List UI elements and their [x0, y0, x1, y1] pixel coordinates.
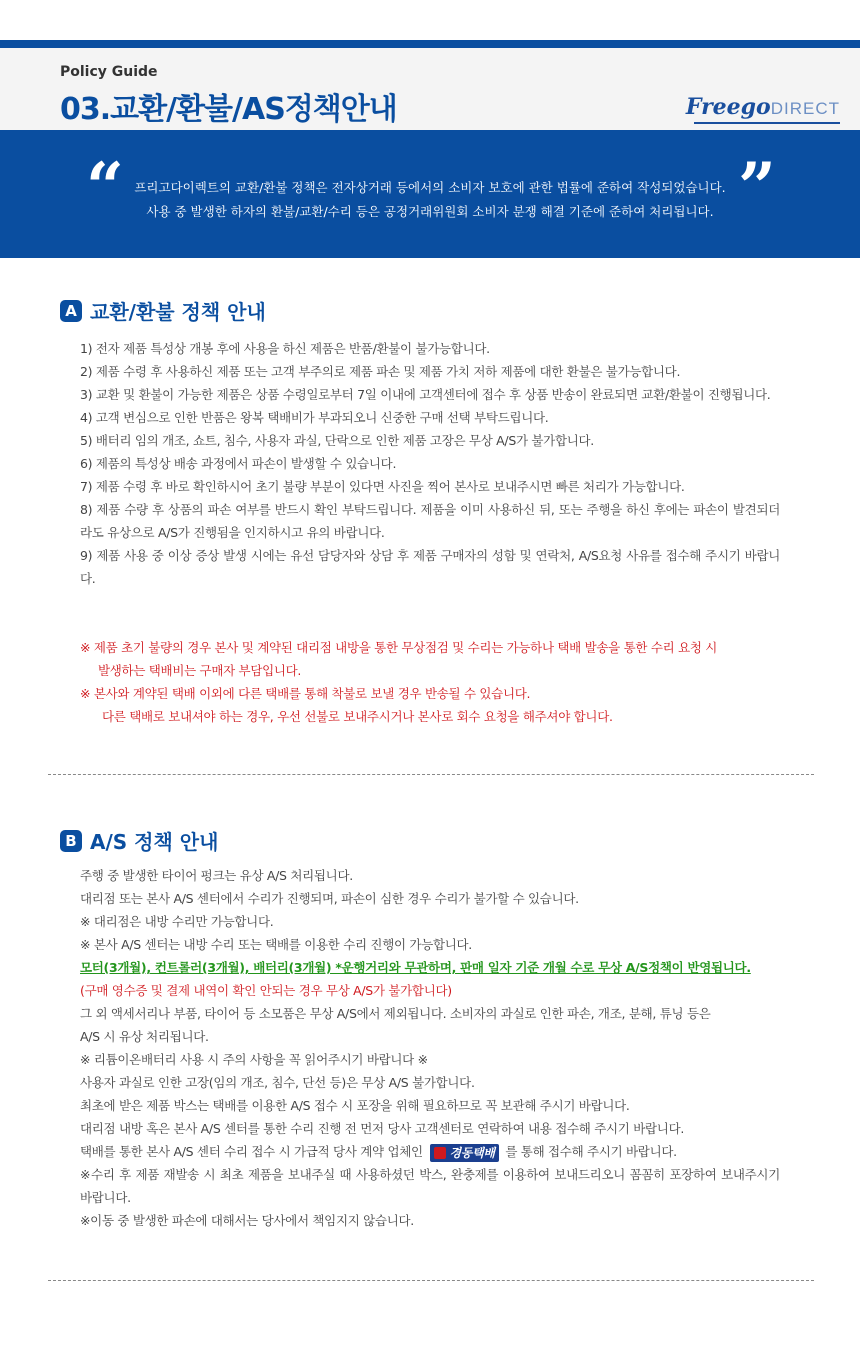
page-header: [0, 48, 860, 130]
kyungdong-courier-logo: [430, 1144, 499, 1162]
as-line: ※수리 후 제품 재발송 시 최초 제품을 보내주실 때 사용하셨던 박스, 완충제를 이용하여 보내드리오니 꼼꼼히 포장하여 보내주시기 바랍니다.: [80, 1167, 780, 1205]
logo-light-text: DIRECT: [770, 99, 840, 118]
as-line: 대리점 또는 본사 A/S 센터에서 수리가 진행되며, 파손이 심한 경우 수리가 불가할 수 있습니다.: [80, 891, 579, 906]
section-b-title: A/S 정책 안내: [90, 830, 219, 854]
note-line: 발생하는 택배비는 구매자 부담입니다.: [98, 663, 302, 678]
courier-name: 경동택배: [449, 1145, 495, 1160]
as-line: ※이동 중 발생한 파손에 대해서는 당사에서 책임지지 않습니다.: [80, 1213, 414, 1228]
as-line: ※ 리튬이온배터리 사용 시 주의 사항을 꼭 읽어주시기 바랍니다 ※: [80, 1052, 428, 1067]
list-item: 6) 제품의 특성상 배송 과정에서 파손이 발생할 수 있습니다.: [80, 456, 397, 471]
section-divider: [48, 774, 814, 775]
note-line: ※ 제품 초기 불량의 경우 본사 및 계약된 대리점 내방을 통한 무상점검 및 수리는 가능하나 택배 발송을 통한 수리 요청 시: [80, 640, 718, 655]
exchange-refund-list: [80, 337, 780, 590]
section-a-badge: A: [60, 300, 82, 322]
section-a-title: 교환/환불 정책 안내: [90, 300, 266, 324]
courier-line: [80, 1140, 780, 1163]
intro-quote-text: [0, 176, 860, 224]
logo-bold-text: Freego: [685, 94, 771, 120]
close-quote-icon: ”: [738, 148, 776, 226]
courier-line-after: 를 통해 접수해 주시기 바랍니다.: [505, 1144, 677, 1159]
intro-quote-line: 프리고다이렉트의 교환/환불 정책은 전자상거래 등에서의 소비자 보호에 관한 법률에 준하여 작성되었습니다.: [134, 180, 726, 195]
as-line: A/S 시 유상 처리됩니다.: [80, 1029, 209, 1044]
intro-quote-banner: [0, 130, 860, 258]
as-line: 그 외 액세서리나 부품, 타이어 등 소모품은 무상 A/S에서 제외됩니다. 소비자의 과실로 인한 파손, 개조, 분해, 튜닝 등은: [80, 1006, 711, 1021]
open-quote-icon: “: [86, 148, 124, 226]
list-item: 8) 제품 수량 후 상품의 파손 여부를 반드시 확인 부탁드립니다. 제품을 이미 사용하신 뒤, 또는 주행을 하신 후에는 파손이 발견되더라도 유상으로 A/S가 진행됨을 인지하시고 유의 바랍니다.: [80, 502, 780, 540]
intro-quote-line: 사용 중 발생한 하자의 환불/교환/수리 등은 공정거래위원회 소비자 분쟁 해결 기준에 준하여 처리됩니다.: [146, 204, 714, 219]
receipt-required-line: (구매 영수증 및 결제 내역이 확인 안되는 경우 무상 A/S가 불가합니다): [80, 983, 452, 998]
as-line: ※ 본사 A/S 센터는 내방 수리 또는 택배를 이용한 수리 진행이 가능합니다.: [80, 937, 472, 952]
courier-line-before: 택배를 통한 본사 A/S 센터 수리 접수 시 가급적 당사 계약 업체인: [80, 1144, 423, 1159]
freego-direct-logo: [686, 94, 840, 120]
list-item: 1) 전자 제품 특성상 개봉 후에 사용을 하신 제품은 반품/환불이 불가능합니다.: [80, 341, 490, 356]
as-line: 최초에 받은 제품 박스는 택배를 이용한 A/S 접수 시 포장을 위해 필요하므로 꼭 보관해 주시기 바랍니다.: [80, 1098, 630, 1113]
top-accent-bar: [0, 40, 860, 48]
section-a-notes: [80, 636, 780, 728]
logo-underline: [694, 122, 840, 124]
list-item: 2) 제품 수령 후 사용하신 제품 또는 고객 부주의로 제품 파손 및 제품 가치 저하 제품에 대한 환불은 불가능합니다.: [80, 364, 681, 379]
list-item: 7) 제품 수령 후 바로 확인하시어 초기 불량 부분이 있다면 사진을 찍어 본사로 보내주시면 빠른 처리가 가능합니다.: [80, 479, 685, 494]
as-line: 사용자 과실로 인한 고장(임의 개조, 침수, 단선 등)은 무상 A/S 불가합니다.: [80, 1075, 475, 1090]
courier-logo-icon: [434, 1147, 446, 1159]
list-item: 5) 배터리 임의 개조, 쇼트, 침수, 사용자 과실, 단락으로 인한 제품 고장은 무상 A/S가 불가합니다.: [80, 433, 594, 448]
as-policy-text: [80, 864, 780, 1232]
section-a-heading: [60, 296, 266, 325]
policy-guide-label: Policy Guide: [60, 64, 158, 80]
list-item: 4) 고객 변심으로 인한 반품은 왕복 택배비가 부과되오니 신중한 구매 선택 부탁드립니다.: [80, 410, 549, 425]
section-divider: [48, 1280, 814, 1281]
note-line: ※ 본사와 계약된 택배 이외에 다른 택배를 통해 착불로 보낼 경우 반송될 수 있습니다.: [80, 686, 531, 701]
section-b-heading: [60, 826, 218, 855]
page-title: 03.교환/환불/AS정책안내: [60, 92, 397, 127]
list-item: 3) 교환 및 환불이 가능한 제품은 상품 수령일로부터 7일 이내에 고객센터에 접수 후 상품 반송이 완료되면 교환/환불이 진행됩니다.: [80, 387, 771, 402]
list-item: 9) 제품 사용 중 이상 증상 발생 시에는 유선 담당자와 상담 후 제품 구매자의 성함 및 연락처, A/S요청 사유를 접수해 주시기 바랍니다.: [80, 548, 780, 586]
as-line: ※ 대리점은 내방 수리만 가능합니다.: [80, 914, 274, 929]
as-line: 대리점 내방 혹은 본사 A/S 센터를 통한 수리 진행 전 먼저 당사 고객센터로 연락하여 내용 접수해 주시기 바랍니다.: [80, 1121, 685, 1136]
section-b-badge: B: [60, 830, 82, 852]
note-line: 다른 택배로 보내셔야 하는 경우, 우선 선불로 보내주시거나 본사로 회수 요청을 해주셔야 합니다.: [102, 709, 613, 724]
as-line: 주행 중 발생한 타이어 펑크는 유상 A/S 처리됩니다.: [80, 868, 353, 883]
warranty-period-line: 모터(3개월), 컨트롤러(3개월), 배터리(3개월) *운행거리와 무관하며, 판매 일자 기준 개월 수로 무상 A/S정책이 반영됩니다.: [80, 960, 751, 975]
